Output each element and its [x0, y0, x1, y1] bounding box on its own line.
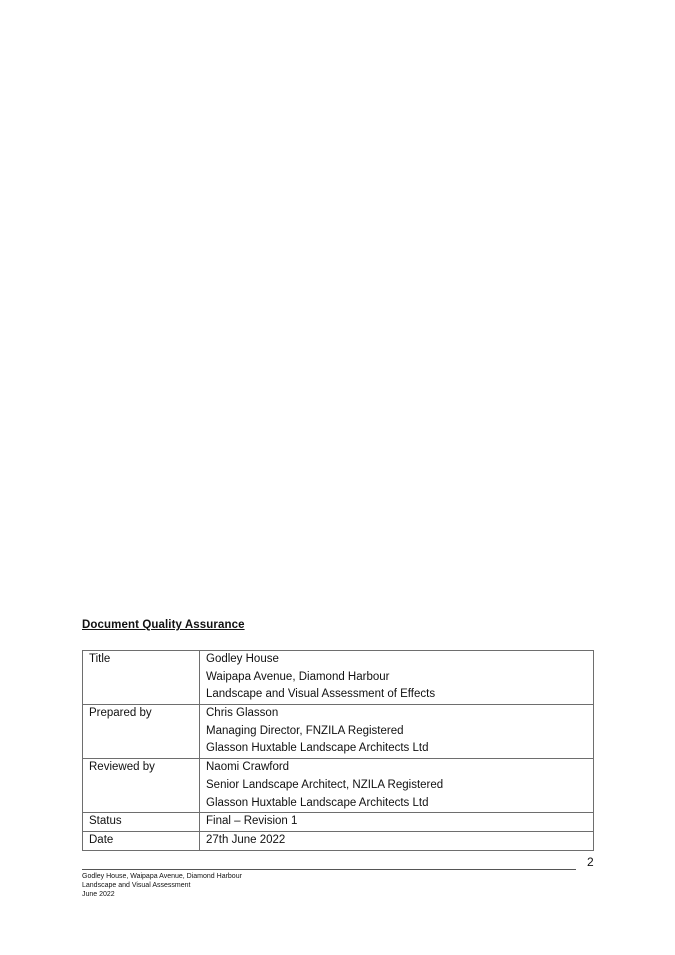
table-row-title [83, 651, 594, 705]
row-label: Status [83, 813, 200, 832]
page-footer [82, 872, 242, 899]
value-line: Landscape and Visual Assessment of Effects [206, 688, 436, 701]
value-line: Waipapa Avenue, Diamond Harbour [206, 670, 390, 683]
row-label: Date [83, 831, 200, 850]
section-heading: Document Quality Assurance [82, 619, 245, 631]
row-value [200, 831, 594, 850]
value-line: Senior Landscape Architect, NZILA Registered [206, 778, 444, 791]
value-line: Glasson Huxtable Landscape Architects Ltd [206, 742, 429, 755]
table-row-reviewed-by [83, 759, 594, 813]
value-line: Chris Glasson [206, 707, 279, 720]
row-value [200, 759, 594, 813]
table-row-prepared-by [83, 705, 594, 759]
footer-line: Landscape and Visual Assessment [82, 882, 191, 889]
value-line: 27th June 2022 [206, 833, 286, 846]
value-line: Glasson Huxtable Landscape Architects Ltd [206, 796, 429, 809]
footer-line: June 2022 [82, 891, 115, 898]
value-line: Naomi Crawford [206, 761, 290, 774]
value-line: Final – Revision 1 [206, 815, 298, 828]
table-row-status [83, 813, 594, 832]
quality-assurance-table [82, 650, 594, 851]
row-label: Prepared by [83, 705, 200, 759]
row-label: Title [83, 651, 200, 705]
page-number: 2 [587, 855, 594, 869]
row-value [200, 813, 594, 832]
value-line: Managing Director, FNZILA Registered [206, 724, 404, 737]
footer-divider [82, 869, 576, 870]
row-value [200, 651, 594, 705]
row-label: Reviewed by [83, 759, 200, 813]
value-line: Godley House [206, 653, 279, 665]
row-value [200, 705, 594, 759]
table-row-date [83, 831, 594, 850]
footer-line: Godley House, Waipapa Avenue, Diamond Harbour [82, 873, 242, 880]
